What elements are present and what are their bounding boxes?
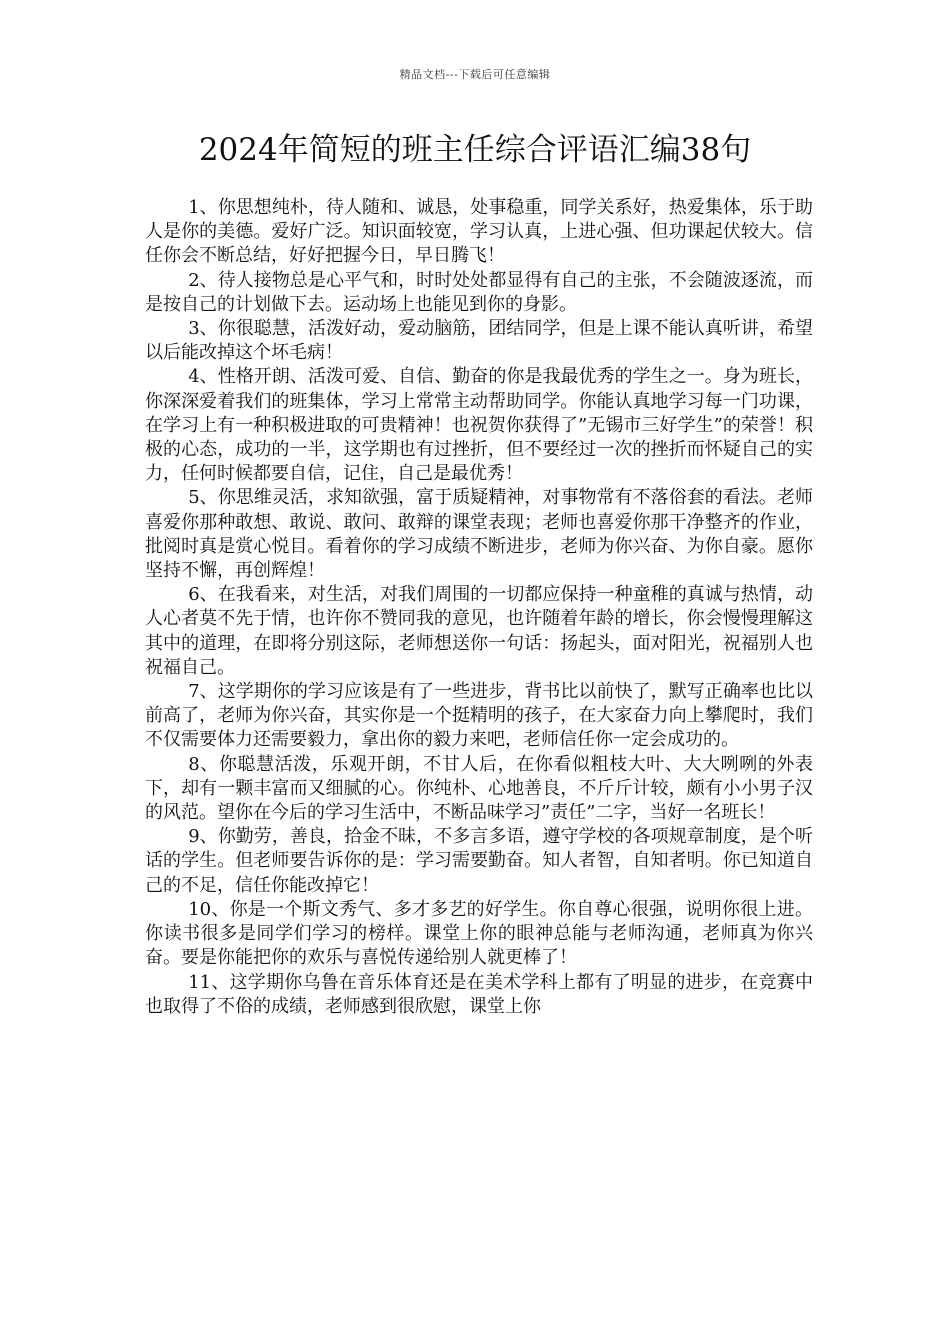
comment-paragraph-8: 8、你聪慧活泼，乐观开朗，不甘人后，在你看似粗枝大叶、大大咧咧的外表下，却有一颗丰富而又细腻的心。你纯朴、心地善良，不斤斤计较，颇有小小男子汉的风范。望你在今后的学习生活中，不断品味学习”责任”二字，当好一名班长！	[145, 753, 813, 824]
comment-paragraph-4: 4、性格开朗、活泼可爱、自信、勤奋的你是我最优秀的学生之一。身为班长，你深深爱着我们的班集体，学习上常常主动帮助同学。你能认真地学习每一门功课，在学习上有一种积极进取的可贵精神！也祝贺你获得了”无锡市三好学生”的荣誉！积极的心态，成功的一半，这学期也有过挫折，但不要经过一次的挫折而怀疑自己的实力，任何时候都要自信，记住，自己是最优秀！	[145, 366, 813, 485]
comment-paragraph-10: 10、你是一个斯文秀气、多才多艺的好学生。你自尊心很强，说明你很上进。你读书很多是同学们学习的榜样。课堂上你的眼神总能与老师沟通，老师真为你兴奋。要是你能把你的欢乐与喜悦传递给别人就更棒了！	[145, 898, 813, 969]
comment-paragraph-6: 6、在我看来，对生活，对我们周围的一切都应保持一种童稚的真诚与热情，动人心者莫不先于情，也许你不赞同我的意见，也许随着年龄的增长，你会慢慢理解这其中的道理，在即将分别这际，老师想送你一句话：扬起头，面对阳光，祝福别人也祝福自己。	[145, 584, 813, 678]
document-body	[145, 196, 813, 1019]
comment-paragraph-7: 7、这学期你的学习应该是有了一些进步，背书比以前快了，默写正确率也比以前高了，老师为你兴奋，其实你是一个挺精明的孩子，在大家奋力向上攀爬时，我们不仅需要体力还需要毅力，拿出你的毅力来吧，老师信任你一定会成功的。	[145, 681, 813, 751]
comment-paragraph-3: 3、你很聪慧，活泼好动，爱动脑筋，团结同学，但是上课不能认真听讲，希望以后能改掉这个坏毛病！	[145, 318, 813, 364]
comment-paragraph-1: 1、你思想纯朴，待人随和、诚恳，处事稳重，同学关系好，热爱集体，乐于助人是你的美德。爱好广泛。知识面较宽，学习认真，上进心强、但功课起伏较大。信任你会不断总结，好好把握今日，早日腾飞！	[145, 197, 813, 267]
header-note: 精品文档---下载后可任意编辑	[399, 68, 551, 81]
page-title: 2024年简短的班主任综合评语汇编38句	[198, 132, 752, 168]
comment-paragraph-2: 2、待人接物总是心平气和，时时处处都显得有自己的主张，不会随波逐流，而是按自己的计划做下去。运动场上也能见到你的身影。	[145, 269, 813, 315]
comment-paragraph-5: 5、你思维灵活，求知欲强，富于质疑精神，对事物常有不落俗套的看法。老师喜爱你那种敢想、敢说、敢问、敢辩的课堂表现；老师也喜爱你那干净整齐的作业，批阅时真是赏心悦目。看着你的学习成绩不断进步，老师为你兴奋、为你自豪。愿你坚持不懈，再创辉煌！	[145, 487, 813, 582]
comment-paragraph-11: 11、这学期你乌鲁在音乐体育还是在美术学科上都有了明显的进步，在竞赛中也取得了不俗的成绩，老师感到很欣慰，课堂上你	[145, 971, 813, 1017]
comment-paragraph-9: 9、你勤劳，善良，拾金不昧，不多言多语，遵守学校的各项规章制度，是个听话的学生。但老师要告诉你的是：学习需要勤奋。知人者智，自知者明。你已知道自己的不足，信任你能改掉它！	[145, 826, 813, 896]
